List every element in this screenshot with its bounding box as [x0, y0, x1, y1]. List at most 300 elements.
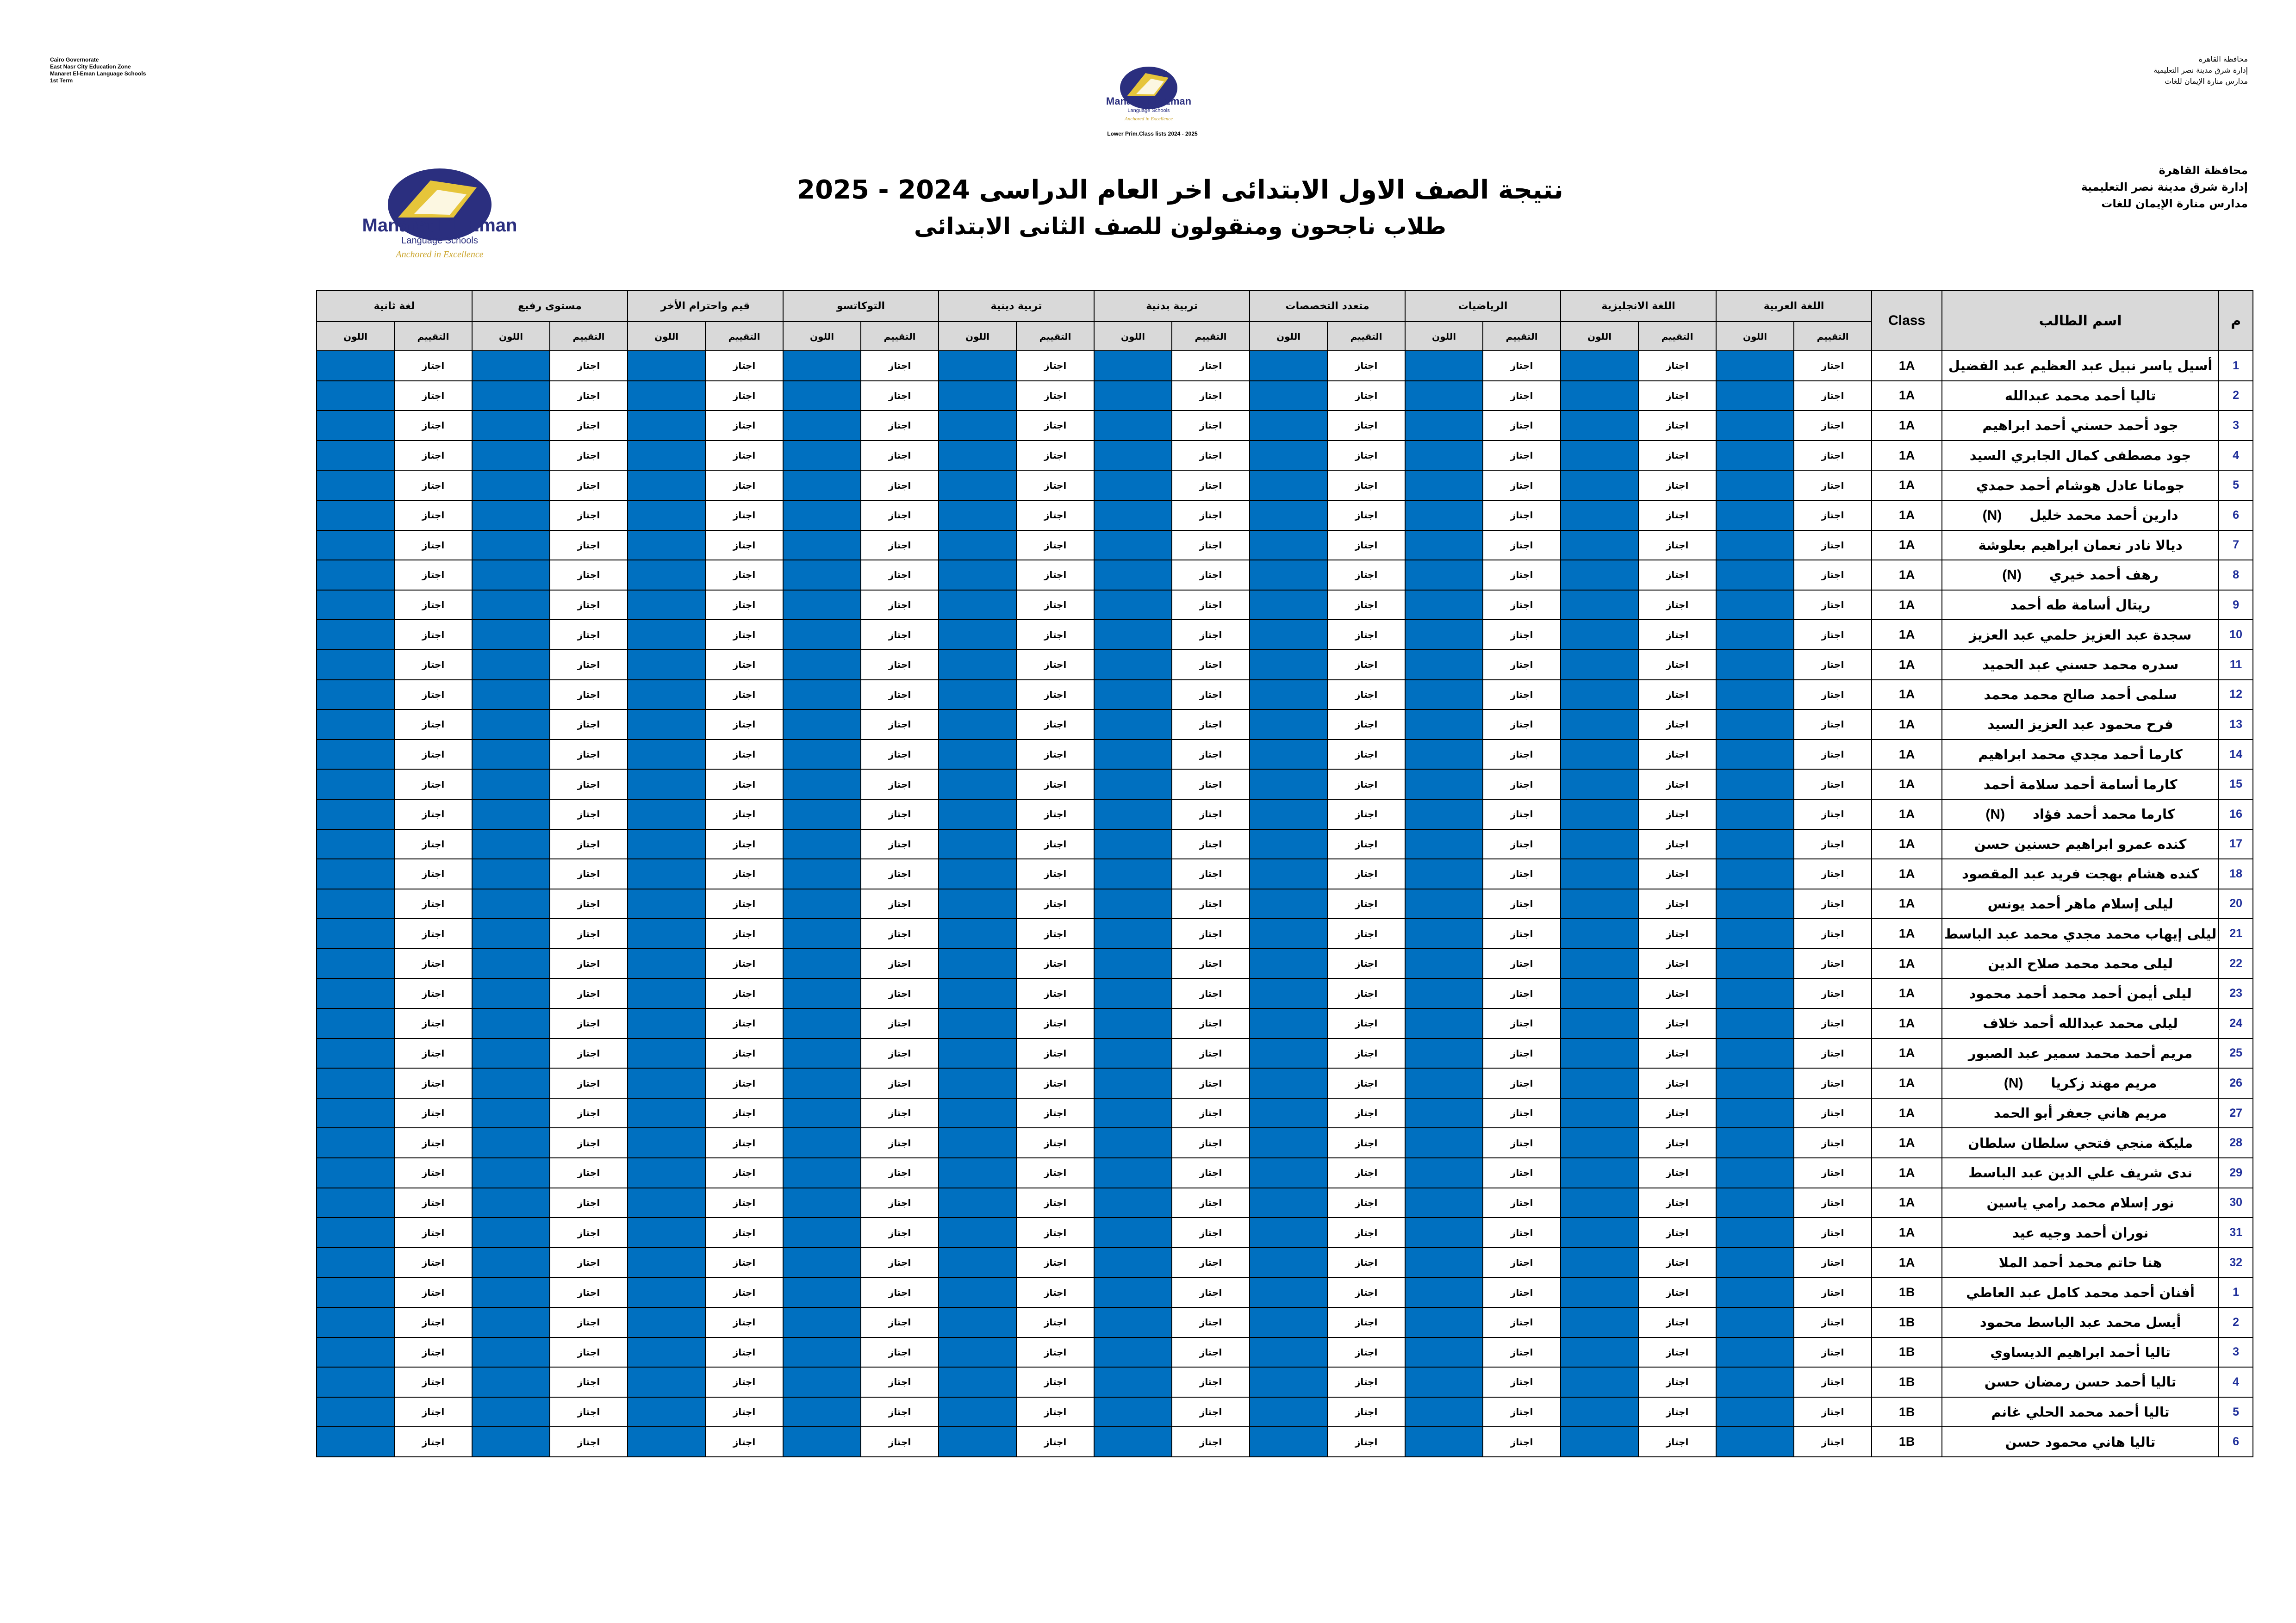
evaluation-cell: اجتاز — [394, 859, 472, 889]
evaluation-cell: اجتاز — [705, 769, 783, 799]
evaluation-cell: اجتاز — [705, 740, 783, 770]
evaluation-cell: اجتاز — [705, 1158, 783, 1188]
color-cell — [1405, 560, 1483, 590]
color-cell — [1094, 1098, 1172, 1128]
evaluation-cell: اجتاز — [394, 1397, 472, 1427]
student-name-cell — [1942, 949, 2219, 979]
color-cell — [1405, 1068, 1483, 1098]
student-name: ليلى أيمن أحمد محمد أحمد محمود — [1969, 985, 2192, 1001]
evaluation-cell: اجتاز — [394, 381, 472, 411]
color-cell — [1405, 919, 1483, 949]
evaluation-cell: اجتاز — [1483, 500, 1561, 530]
color-cell — [1250, 1427, 1327, 1457]
row-number: 14 — [2219, 740, 2253, 770]
color-cell — [1716, 1367, 1794, 1397]
table-row — [317, 1337, 2253, 1368]
student-name-cell — [1942, 620, 2219, 650]
evaluation-cell: اجتاز — [1483, 1098, 1561, 1128]
color-cell — [317, 1158, 394, 1188]
col-header-subject: التوكاتسو — [783, 291, 939, 322]
color-cell — [1405, 1218, 1483, 1248]
evaluation-cell: اجتاز — [1638, 889, 1716, 919]
evaluation-cell: اجتاز — [1638, 1277, 1716, 1307]
color-cell — [1405, 709, 1483, 740]
student-name: ندى شريف علي الدين عبد الباسط — [1968, 1165, 2192, 1181]
row-number: 29 — [2219, 1158, 2253, 1188]
evaluation-cell: اجتاز — [861, 829, 939, 859]
evaluation-cell: اجتاز — [1016, 1218, 1094, 1248]
color-cell — [1094, 441, 1172, 471]
student-name: ليلى إيهاب محمد مجدي محمد عبد الباسط — [1944, 926, 2217, 942]
color-cell — [939, 1397, 1016, 1427]
evaluation-cell: اجتاز — [705, 680, 783, 710]
evaluation-cell: اجتاز — [550, 829, 628, 859]
evaluation-cell: اجتاز — [1327, 1218, 1405, 1248]
color-cell — [1716, 381, 1794, 411]
row-number: 8 — [2219, 560, 2253, 590]
evaluation-cell: اجتاز — [861, 1098, 939, 1128]
student-name: كارما أحمد مجدي محمد ابراهيم — [1978, 746, 2183, 763]
color-cell — [317, 530, 394, 560]
evaluation-cell: اجتاز — [1794, 1008, 1872, 1038]
color-cell — [1561, 1307, 1638, 1337]
school-name: مدارس منارة الإيمان للغات — [2101, 197, 2248, 210]
evaluation-cell: اجتاز — [1794, 919, 1872, 949]
evaluation-cell: اجتاز — [705, 799, 783, 829]
color-cell — [1716, 650, 1794, 680]
evaluation-cell: اجتاز — [1794, 709, 1872, 740]
evaluation-cell: اجتاز — [1483, 829, 1561, 859]
student-name: جود مصطفى كمال الجابري السيد — [1969, 448, 2191, 464]
class-cell: 1A — [1872, 1068, 1942, 1098]
evaluation-cell: اجتاز — [550, 1008, 628, 1038]
color-cell — [472, 1248, 550, 1278]
color-cell — [1405, 740, 1483, 770]
evaluation-cell: اجتاز — [550, 1158, 628, 1188]
color-cell — [783, 620, 861, 650]
color-cell — [1250, 680, 1327, 710]
color-cell — [628, 1337, 705, 1368]
evaluation-cell: اجتاز — [1794, 500, 1872, 530]
color-cell — [1716, 1307, 1794, 1337]
color-cell — [939, 590, 1016, 620]
color-cell — [317, 1337, 394, 1368]
color-cell — [783, 1158, 861, 1188]
evaluation-cell: اجتاز — [1327, 590, 1405, 620]
row-number: 11 — [2219, 650, 2253, 680]
evaluation-cell: اجتاز — [1172, 620, 1250, 650]
evaluation-cell: اجتاز — [394, 1098, 472, 1128]
color-cell — [1250, 470, 1327, 500]
evaluation-cell: اجتاز — [1483, 859, 1561, 889]
color-cell — [472, 949, 550, 979]
evaluation-cell: اجتاز — [1327, 1008, 1405, 1038]
evaluation-cell: اجتاز — [550, 919, 628, 949]
evaluation-cell: اجتاز — [550, 650, 628, 680]
color-cell — [1250, 829, 1327, 859]
table-row — [317, 1367, 2253, 1397]
evaluation-cell: اجتاز — [705, 351, 783, 381]
color-cell — [628, 1427, 705, 1457]
color-cell — [1094, 919, 1172, 949]
color-cell — [628, 1218, 705, 1248]
color-cell — [1250, 769, 1327, 799]
color-cell — [783, 1307, 861, 1337]
color-cell — [317, 1008, 394, 1038]
evaluation-cell: اجتاز — [1327, 1068, 1405, 1098]
color-cell — [1094, 1218, 1172, 1248]
table-row — [317, 1427, 2253, 1457]
evaluation-cell: اجتاز — [861, 799, 939, 829]
color-cell — [1250, 560, 1327, 590]
evaluation-cell: اجتاز — [1016, 1128, 1094, 1158]
table-row — [317, 530, 2253, 560]
evaluation-cell: اجتاز — [1016, 1367, 1094, 1397]
row-number: 18 — [2219, 859, 2253, 889]
student-name-cell — [1942, 740, 2219, 770]
class-cell: 1B — [1872, 1397, 1942, 1427]
class-cell: 1A — [1872, 470, 1942, 500]
evaluation-cell: اجتاز — [1483, 381, 1561, 411]
color-cell — [628, 1188, 705, 1218]
student-name: ريتال أسامة طه أحمد — [2010, 597, 2151, 613]
color-cell — [1716, 590, 1794, 620]
class-cell: 1A — [1872, 1008, 1942, 1038]
evaluation-cell: اجتاز — [861, 889, 939, 919]
color-cell — [939, 381, 1016, 411]
evaluation-cell: اجتاز — [1483, 978, 1561, 1008]
color-cell — [472, 1277, 550, 1307]
evaluation-cell: اجتاز — [1794, 410, 1872, 441]
class-cell: 1A — [1872, 889, 1942, 919]
color-cell — [783, 709, 861, 740]
evaluation-cell: اجتاز — [1794, 1337, 1872, 1368]
evaluation-cell: اجتاز — [1483, 351, 1561, 381]
evaluation-cell: اجتاز — [705, 1277, 783, 1307]
evaluation-cell: اجتاز — [1172, 441, 1250, 471]
color-cell — [1094, 709, 1172, 740]
col-subheader-eval: التقييم — [705, 322, 783, 351]
color-cell — [783, 799, 861, 829]
color-cell — [783, 500, 861, 530]
evaluation-cell: اجتاز — [1016, 1188, 1094, 1218]
class-cell: 1A — [1872, 1098, 1942, 1128]
evaluation-cell: اجتاز — [1638, 560, 1716, 590]
color-cell — [1094, 1277, 1172, 1307]
evaluation-cell: اجتاز — [1016, 740, 1094, 770]
evaluation-cell: اجتاز — [394, 889, 472, 919]
evaluation-cell: اجتاز — [1016, 1008, 1094, 1038]
student-name-cell — [1942, 1307, 2219, 1337]
row-number: 25 — [2219, 1038, 2253, 1069]
evaluation-cell: اجتاز — [1327, 769, 1405, 799]
row-number: 24 — [2219, 1008, 2253, 1038]
evaluation-cell: اجتاز — [1794, 351, 1872, 381]
evaluation-cell: اجتاز — [1794, 1218, 1872, 1248]
color-cell — [1561, 1277, 1638, 1307]
color-cell — [628, 1277, 705, 1307]
student-name: مريم أحمد محمد سمير عبد الصبور — [1968, 1045, 2193, 1061]
color-cell — [1250, 650, 1327, 680]
evaluation-cell: اجتاز — [1638, 1397, 1716, 1427]
evaluation-cell: اجتاز — [1794, 1277, 1872, 1307]
student-name: هنا حاتم محمد أحمد الملا — [1998, 1255, 2162, 1271]
student-name-cell — [1942, 470, 2219, 500]
class-cell: 1A — [1872, 919, 1942, 949]
evaluation-cell: اجتاز — [1016, 1098, 1094, 1128]
evaluation-cell: اجتاز — [550, 889, 628, 919]
evaluation-cell: اجتاز — [1172, 740, 1250, 770]
color-cell — [1094, 1367, 1172, 1397]
evaluation-cell: اجتاز — [705, 859, 783, 889]
evaluation-cell: اجتاز — [394, 351, 472, 381]
evaluation-cell: اجتاز — [705, 1248, 783, 1278]
color-cell — [317, 769, 394, 799]
table-row — [317, 1128, 2253, 1158]
row-number: 9 — [2219, 590, 2253, 620]
school-info-line: 1st Term — [50, 77, 73, 84]
table-row — [317, 859, 2253, 889]
color-cell — [1405, 1188, 1483, 1218]
color-cell — [1716, 709, 1794, 740]
student-name: كنده هشام بهجت فريد عبد المقصود — [1961, 866, 2199, 882]
evaluation-cell: اجتاز — [394, 1248, 472, 1278]
class-cell: 1A — [1872, 650, 1942, 680]
col-header-subject: تربية بدنية — [1094, 291, 1250, 322]
evaluation-cell: اجتاز — [1016, 769, 1094, 799]
color-cell — [317, 829, 394, 859]
evaluation-cell: اجتاز — [1794, 829, 1872, 859]
class-cell: 1A — [1872, 381, 1942, 411]
color-cell — [628, 1307, 705, 1337]
evaluation-cell: اجتاز — [394, 1277, 472, 1307]
student-name-cell — [1942, 1218, 2219, 1248]
color-cell — [1250, 381, 1327, 411]
color-cell — [783, 441, 861, 471]
evaluation-cell: اجتاز — [1794, 769, 1872, 799]
color-cell — [939, 1008, 1016, 1038]
evaluation-cell: اجتاز — [861, 470, 939, 500]
evaluation-cell: اجتاز — [1172, 381, 1250, 411]
color-cell — [1716, 1158, 1794, 1188]
evaluation-cell: اجتاز — [1172, 1218, 1250, 1248]
evaluation-cell: اجتاز — [1172, 709, 1250, 740]
color-cell — [472, 680, 550, 710]
color-cell — [1716, 560, 1794, 590]
color-cell — [317, 381, 394, 411]
color-cell — [939, 1427, 1016, 1457]
color-cell — [783, 1337, 861, 1368]
color-cell — [628, 470, 705, 500]
evaluation-cell: اجتاز — [394, 1337, 472, 1368]
color-cell — [628, 859, 705, 889]
evaluation-cell: اجتاز — [861, 410, 939, 441]
col-header-subject: لغة ثانية — [317, 291, 472, 322]
student-name: تاليا هاني محمود حسن — [2005, 1434, 2156, 1450]
color-cell — [317, 709, 394, 740]
evaluation-cell: اجتاز — [1172, 1248, 1250, 1278]
color-cell — [472, 1188, 550, 1218]
student-name-cell — [1942, 680, 2219, 710]
student-name: كنده عمرو ابراهيم حسنين حسن — [1974, 836, 2187, 852]
evaluation-cell: اجتاز — [1638, 829, 1716, 859]
student-name-cell — [1942, 351, 2219, 381]
color-cell — [628, 441, 705, 471]
evaluation-cell: اجتاز — [1483, 949, 1561, 979]
evaluation-cell: اجتاز — [1483, 560, 1561, 590]
evaluation-cell: اجتاز — [861, 1427, 939, 1457]
evaluation-cell: اجتاز — [705, 1427, 783, 1457]
color-cell — [1561, 1158, 1638, 1188]
evaluation-cell: اجتاز — [1483, 1397, 1561, 1427]
table-row — [317, 1218, 2253, 1248]
evaluation-cell: اجتاز — [1638, 650, 1716, 680]
color-cell — [1561, 859, 1638, 889]
color-cell — [628, 1038, 705, 1069]
color-cell — [1405, 381, 1483, 411]
evaluation-cell: اجتاز — [1794, 799, 1872, 829]
student-name-cell — [1942, 560, 2219, 590]
evaluation-cell: اجتاز — [861, 560, 939, 590]
evaluation-cell: اجتاز — [1638, 1008, 1716, 1038]
school-info-line: محافظة القاهرة — [2198, 55, 2248, 63]
color-cell — [1716, 1128, 1794, 1158]
color-cell — [1250, 1337, 1327, 1368]
student-name: فرح محمود عبد العزيز السيد — [1987, 716, 2173, 733]
student-name-cell — [1942, 410, 2219, 441]
color-cell — [1716, 740, 1794, 770]
student-name-cell — [1942, 500, 2219, 530]
color-cell — [1094, 1158, 1172, 1188]
color-cell — [1561, 1248, 1638, 1278]
color-cell — [628, 1008, 705, 1038]
color-cell — [1716, 1068, 1794, 1098]
class-cell: 1B — [1872, 1277, 1942, 1307]
color-cell — [1561, 650, 1638, 680]
color-cell — [1094, 1248, 1172, 1278]
class-cell: 1A — [1872, 620, 1942, 650]
color-cell — [783, 949, 861, 979]
col-subheader-color: اللون — [939, 322, 1016, 351]
evaluation-cell: اجتاز — [705, 919, 783, 949]
logo-name: Manaret EL Eman — [1106, 95, 1192, 107]
color-cell — [628, 1098, 705, 1128]
color-cell — [1716, 530, 1794, 560]
evaluation-cell: اجتاز — [705, 590, 783, 620]
evaluation-cell: اجتاز — [550, 1307, 628, 1337]
color-cell — [317, 650, 394, 680]
evaluation-cell: اجتاز — [1016, 441, 1094, 471]
color-cell — [1094, 1038, 1172, 1069]
color-cell — [783, 889, 861, 919]
evaluation-cell: اجتاز — [1638, 1038, 1716, 1069]
evaluation-cell: اجتاز — [550, 530, 628, 560]
color-cell — [783, 680, 861, 710]
color-cell — [317, 1307, 394, 1337]
evaluation-cell: اجتاز — [550, 590, 628, 620]
color-cell — [317, 949, 394, 979]
color-cell — [1094, 978, 1172, 1008]
evaluation-cell: اجتاز — [1172, 1158, 1250, 1188]
evaluation-cell: اجتاز — [394, 680, 472, 710]
evaluation-cell: اجتاز — [1638, 680, 1716, 710]
color-cell — [783, 1277, 861, 1307]
class-cell: 1A — [1872, 680, 1942, 710]
evaluation-cell: اجتاز — [1327, 740, 1405, 770]
table-row — [317, 1188, 2253, 1218]
col-subheader-eval: التقييم — [550, 322, 628, 351]
new-student-tag: (N) — [1985, 806, 2005, 822]
color-cell — [783, 1248, 861, 1278]
color-cell — [628, 1128, 705, 1158]
color-cell — [628, 381, 705, 411]
color-cell — [783, 1427, 861, 1457]
logo-name: Manaret EL Eman — [362, 215, 517, 236]
table-row — [317, 978, 2253, 1008]
color-cell — [939, 1038, 1016, 1069]
evaluation-cell: اجتاز — [705, 1337, 783, 1368]
color-cell — [1094, 680, 1172, 710]
color-cell — [1405, 859, 1483, 889]
color-cell — [472, 500, 550, 530]
student-name-cell — [1942, 1158, 2219, 1188]
color-cell — [1250, 978, 1327, 1008]
evaluation-cell: اجتاز — [1483, 1307, 1561, 1337]
evaluation-cell: اجتاز — [394, 740, 472, 770]
color-cell — [1094, 560, 1172, 590]
evaluation-cell: اجتاز — [550, 1397, 628, 1427]
color-cell — [1561, 889, 1638, 919]
table-row — [317, 769, 2253, 799]
evaluation-cell: اجتاز — [705, 1128, 783, 1158]
col-subheader-color: اللون — [317, 322, 394, 351]
evaluation-cell: اجتاز — [1172, 1337, 1250, 1368]
color-cell — [317, 1098, 394, 1128]
student-name-cell — [1942, 1427, 2219, 1457]
color-cell — [939, 410, 1016, 441]
evaluation-cell: اجتاز — [705, 1307, 783, 1337]
governorate: محافظة القاهرة — [2159, 164, 2248, 177]
color-cell — [1094, 1068, 1172, 1098]
color-cell — [783, 560, 861, 590]
evaluation-cell: اجتاز — [861, 381, 939, 411]
color-cell — [1094, 949, 1172, 979]
evaluation-cell: اجتاز — [1172, 530, 1250, 560]
col-subheader-color: اللون — [1250, 322, 1327, 351]
student-name: تاليا أحمد محمد الحلي غانم — [1991, 1404, 2170, 1420]
color-cell — [1405, 1307, 1483, 1337]
color-cell — [1405, 620, 1483, 650]
color-cell — [939, 919, 1016, 949]
color-cell — [472, 470, 550, 500]
class-cell: 1A — [1872, 1038, 1942, 1069]
color-cell — [1561, 949, 1638, 979]
evaluation-cell: اجتاز — [705, 709, 783, 740]
class-cell: 1A — [1872, 949, 1942, 979]
evaluation-cell: اجتاز — [394, 799, 472, 829]
evaluation-cell: اجتاز — [705, 381, 783, 411]
color-cell — [1561, 680, 1638, 710]
color-cell — [1561, 620, 1638, 650]
color-cell — [317, 560, 394, 590]
color-cell — [939, 1218, 1016, 1248]
row-number: 1 — [2219, 1277, 2253, 1307]
evaluation-cell: اجتاز — [1794, 650, 1872, 680]
student-name-cell — [1942, 889, 2219, 919]
student-name-cell — [1942, 441, 2219, 471]
color-cell — [317, 1038, 394, 1069]
student-name: أسيل ياسر نبيل عبد العظيم عبد الفضيل — [1948, 358, 2213, 374]
